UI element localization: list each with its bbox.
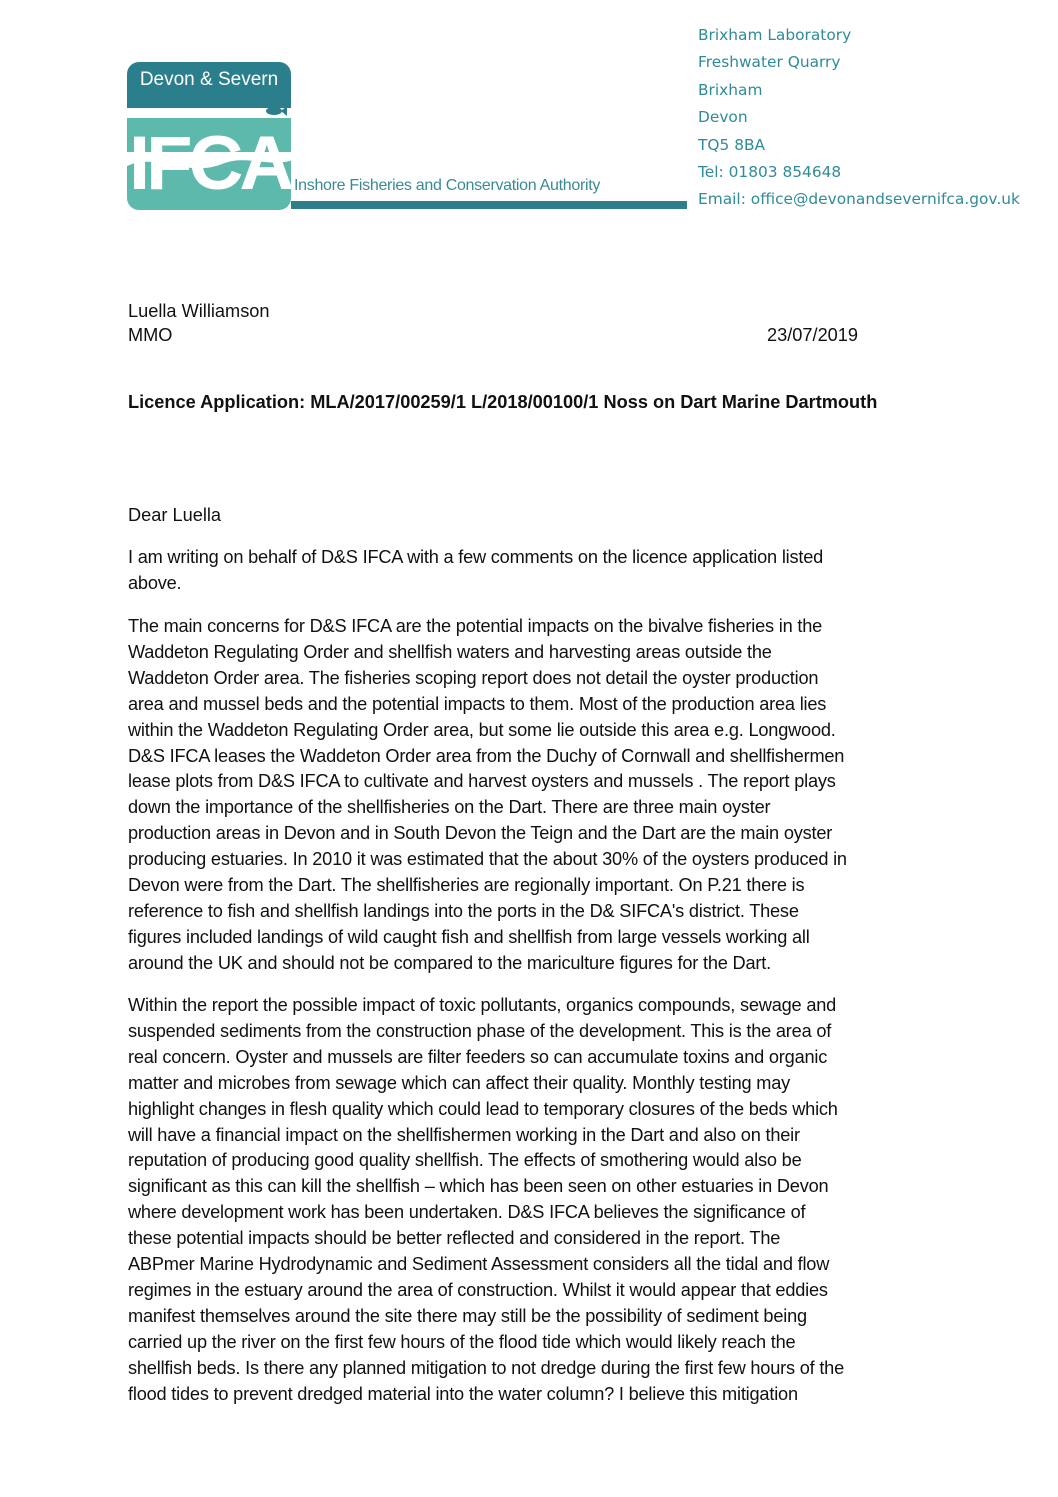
paragraph-line: Waddeton Order area. The fisheries scoping report does not detail the oyster production xyxy=(128,667,819,688)
paragraph-line: flood tides to prevent dredged material into the water column? I believe this mitigation xyxy=(128,1383,798,1404)
logo-ifca-wordmark: IFCA xyxy=(129,121,291,206)
sender-address xyxy=(698,22,1048,214)
paragraph-line: figures included landings of wild caught fish and shellfish from large vessels working all xyxy=(128,926,810,947)
address-line: Brixham xyxy=(698,80,763,99)
logo-main-block xyxy=(127,118,291,210)
paragraph-line: around the UK and should not be compared to the mariculture figures for the Dart. xyxy=(128,952,771,973)
address-phone: Tel: 01803 854648 xyxy=(698,163,842,182)
paragraph-line: within the Waddeton Regulating Order area, but some lie outside this area e.g. Longwood. xyxy=(128,719,836,740)
paragraph-line: I am writing on behalf of D&S IFCA with a few comments on the licence application listed xyxy=(128,547,824,567)
paragraph-line: lease plots from D&S IFCA to cultivate and harvest oysters and mussels . The report plays xyxy=(128,771,836,792)
letter-date: 23/07/2019 xyxy=(767,325,859,345)
paragraph-line: will have a financial impact on the shellfishermen working in the Dart and also on their xyxy=(128,1124,800,1145)
paragraph-line: Devon were from the Dart. The shellfisheries are regionally important. On P.21 there is xyxy=(128,875,805,896)
paragraph-line: area and mussel beds and the potential impacts to them. Most of the production area lies xyxy=(128,693,827,714)
paragraph-line: shellfish beds. Is there any planned mitigation to not dredge during the first few hours of the xyxy=(128,1357,845,1378)
recipient-block xyxy=(128,299,270,347)
ifca-logo xyxy=(127,62,687,212)
address-line: TQ5 8BA xyxy=(698,135,766,154)
paragraph-line: regimes in the estuary around the area of construction. Whilst it would appear that eddies xyxy=(128,1279,828,1300)
address-email: Email: office@devonandsevernifca.gov.uk xyxy=(698,190,1020,209)
body-paragraph-2 xyxy=(128,614,948,977)
paragraph-line: reputation of producing good quality shellfish. The effects of smothering would also be xyxy=(128,1150,802,1171)
paragraph-line: ABPmer Marine Hydrodynamic and Sediment Assessment considers all the tidal and flow xyxy=(128,1254,830,1275)
paragraph-line: highlight changes in flesh quality which could lead to temporary closures of the beds which xyxy=(128,1098,838,1119)
recipient-name: Luella Williamson xyxy=(128,301,270,321)
recipient-organisation: MMO xyxy=(128,325,173,345)
letter-subject: Licence Application: MLA/2017/00259/1 L/2018/00100/1 Noss on Dart Marine Dartmouth xyxy=(128,392,878,412)
logo-tagline: Inshore Fisheries and Conservation Authority xyxy=(294,177,601,194)
paragraph-line: producing estuaries. In 2010 it was estimated that the about 30% of the oysters produced in xyxy=(128,849,847,870)
paragraph-line: suspended sediments from the construction phase of the development. This is the area of xyxy=(128,1020,832,1041)
paragraph-line: Waddeton Regulating Order and shellfish waters and harvesting areas outside the xyxy=(128,641,772,662)
paragraph-line: The main concerns for D&S IFCA are the potential impacts on the bivalve fisheries in the xyxy=(128,616,823,636)
paragraph-line: Within the report the possible impact of toxic pollutants, organics compounds, sewage and xyxy=(128,995,837,1015)
paragraph-line: these potential impacts should be better reflected and considered in the report. The xyxy=(128,1228,781,1249)
address-line: Devon xyxy=(698,108,748,127)
paragraph-line: real concern. Oyster and mussels are filter feeders so can accumulate toxins and organic xyxy=(128,1046,828,1067)
paragraph-line: D&S IFCA leases the Waddeton Order area from the Duchy of Cornwall and shellfishermen xyxy=(128,745,845,766)
paragraph-line: carried up the river on the first few hours of the flood tide which would likely reach the xyxy=(128,1331,796,1352)
paragraph-line: reference to fish and shellfish landings into the ports in the D& SIFCA's district. These xyxy=(128,900,799,921)
paragraph-line: production areas in Devon and in South Devon the Teign and the Dart are the main oyster xyxy=(128,823,833,844)
logo-divider xyxy=(291,201,687,209)
salutation: Dear Luella xyxy=(128,505,222,525)
paragraph-line: down the importance of the shellfisheries on the Dart. There are three main oyster xyxy=(128,797,771,818)
paragraph-line: above. xyxy=(128,572,182,593)
paragraph-line: significant as this can kill the shellfish – which has been seen on other estuaries in Devon xyxy=(128,1176,829,1197)
address-line: Freshwater Quarry xyxy=(698,53,841,72)
paragraph-line: where development work has been undertaken. D&S IFCA believes the significance of xyxy=(128,1202,806,1223)
fish-icon xyxy=(265,104,287,118)
paragraph-line: manifest themselves around the site there may still be the possibility of sediment being xyxy=(128,1305,807,1326)
body-paragraph-1 xyxy=(128,545,948,597)
address-line: Brixham Laboratory xyxy=(698,26,852,44)
paragraph-line: matter and microbes from sewage which can affect their quality. Monthly testing may xyxy=(128,1072,791,1093)
logo-top-banner: Devon & Severn xyxy=(127,62,291,108)
body-paragraph-3 xyxy=(128,993,948,1408)
